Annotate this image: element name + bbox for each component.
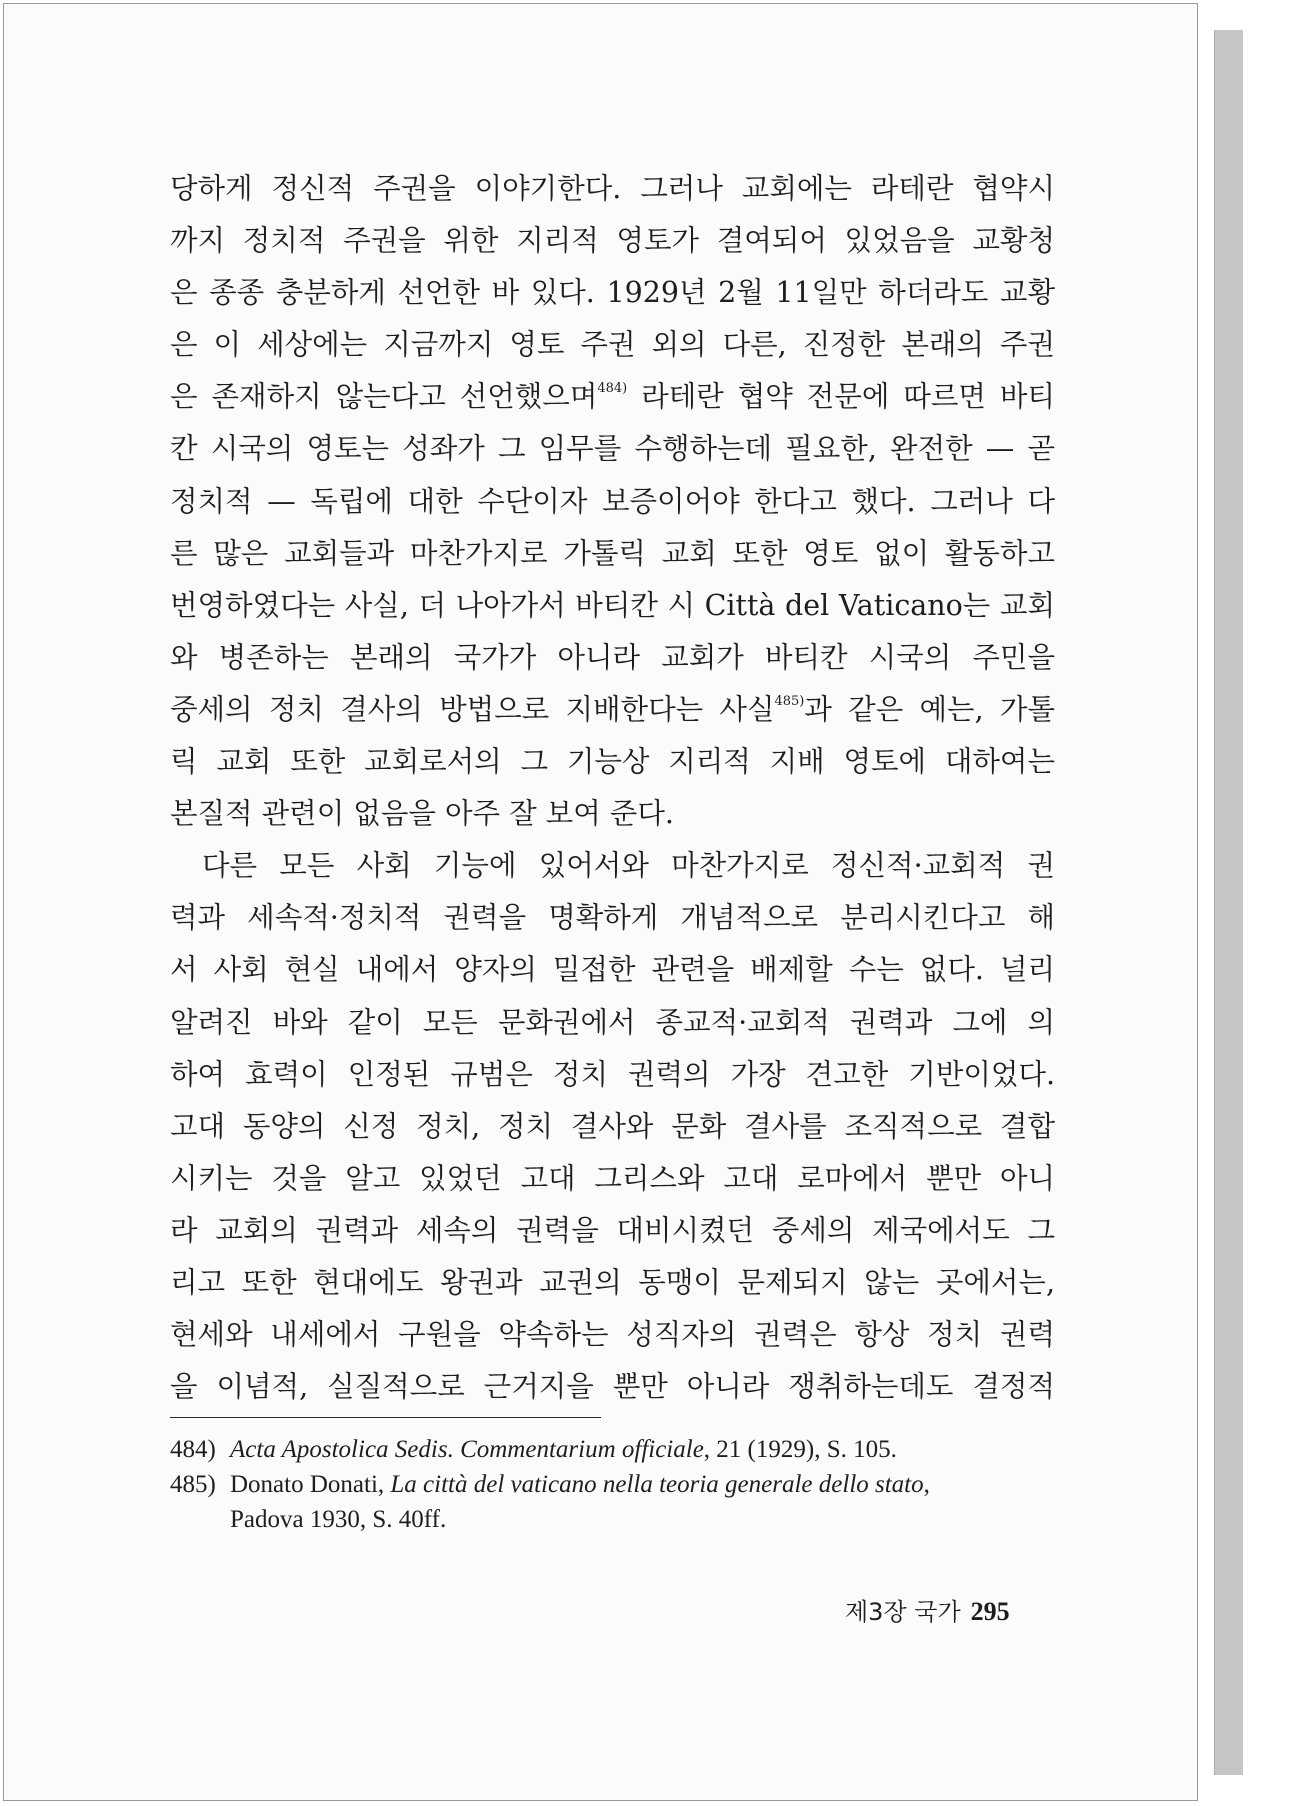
footnotes — [170, 1432, 1060, 1537]
page-number: 295 — [970, 1597, 1010, 1626]
text-fragment: 중세의 정치 결사의 방법으로 지배한다는 사실 — [170, 692, 775, 726]
footnote-title: Acta Apostolica Sedis. Commentarium officiale — [230, 1436, 704, 1463]
text-line: 알려진 바와 같이 모든 문화권에서 종교적·교회적 권력과 그에 의 — [170, 1005, 1055, 1039]
text-line: 은 이 세상에는 지금까지 영토 주권 외의 다른, 진정한 본래의 주권 — [170, 328, 1055, 362]
paragraph-start-line: 다른 모든 사회 기능에 있어서와 마찬가지로 정신적·교회적 권 — [202, 849, 1055, 883]
text-line: 른 많은 교회들과 마찬가지로 가톨릭 교회 또한 영토 없이 활동하고 — [170, 536, 1055, 570]
footnote-number: 485) — [170, 1471, 216, 1498]
footnote-citation: , 21 (1929), S. 105. — [703, 1436, 897, 1463]
footnote-485 — [170, 1467, 1060, 1502]
text-line: 본질적 관련이 없음을 아주 잘 보여 준다. — [170, 797, 674, 831]
footnote-citation: , — [923, 1471, 930, 1498]
footnote-title: La città del vaticano nella teoria generale dello stato — [390, 1471, 924, 1498]
footnote-number: 484) — [170, 1436, 216, 1463]
text-line: 까지 정치적 주권을 위한 지리적 영토가 결여되어 있었음을 교황청 — [170, 224, 1055, 258]
page-stack-edge — [1214, 30, 1243, 1775]
text-fragment: 은 존재하지 않는다고 선언했으며 — [170, 380, 598, 414]
text-line: 번영하였다는 사실, 더 나아가서 바티칸 시 Città del Vaticano는 교회 — [170, 588, 1055, 622]
text-line: 칸 시국의 영토는 성좌가 그 임무를 수행하는데 필요한, 완전한 — 곧 — [170, 432, 1055, 466]
running-footer — [845, 1592, 1010, 1627]
text-line: 와 병존하는 본래의 국가가 아니라 교회가 바티칸 시국의 주민을 — [170, 640, 1055, 674]
main-text — [170, 163, 1055, 1413]
text-line: 정치적 — 독립에 대한 수단이자 보증이어야 한다고 했다. 그러나 다 — [170, 484, 1055, 518]
text-line: 하여 효력이 인정된 규범은 정치 권력의 가장 견고한 기반이었다. — [170, 1057, 1055, 1091]
text-fragment: 과 같은 예는, 가톨 — [804, 692, 1055, 726]
text-line: 릭 교회 또한 교회로서의 그 기능상 지리적 지배 영토에 대하여는 — [170, 745, 1055, 779]
text-line: 력과 세속적·정치적 권력을 명확하게 개념적으로 분리시킨다고 해 — [170, 901, 1055, 935]
text-fragment: 라테란 협약 전문에 따르면 바티 — [627, 380, 1055, 414]
text-line: 을 이념적, 실질적으로 근거지을 뿐만 아니라 쟁취하는데도 결정적 — [170, 1370, 1055, 1404]
footnote-author: Donato Donati, — [230, 1471, 391, 1498]
footnote-ref-485: 485) — [774, 693, 805, 709]
text-line: 고대 동양의 신정 정치, 정치 결사와 문화 결사를 조직적으로 결합 — [170, 1109, 1055, 1143]
text-line — [170, 684, 1055, 736]
text-line — [170, 371, 1055, 423]
footnote-ref-484: 484) — [597, 381, 628, 397]
chapter-label: 제3장 국가 — [845, 1598, 961, 1626]
text-line: 시키는 것을 알고 있었던 고대 그리스와 고대 로마에서 뿐만 아니 — [170, 1161, 1055, 1195]
footnote-485-continuation: Padova 1930, S. 40ff. — [230, 1506, 447, 1533]
text-line: 당하게 정신적 주권을 이야기한다. 그러나 교회에는 라테란 협약시 — [170, 172, 1055, 205]
text-line: 라 교회의 권력과 세속의 권력을 대비시켰던 중세의 제국에서도 그 — [170, 1213, 1055, 1247]
text-line: 리고 또한 현대에도 왕권과 교권의 동맹이 문제되지 않는 곳에서는, — [170, 1265, 1055, 1299]
text-line: 은 종종 충분하게 선언한 바 있다. 1929년 2월 11일만 하더라도 교황 — [170, 276, 1055, 310]
footnote-separator — [170, 1417, 601, 1418]
footnote-484 — [170, 1432, 1060, 1467]
text-line: 서 사회 현실 내에서 양자의 밀접한 관련을 배제할 수는 없다. 널리 — [170, 953, 1055, 987]
text-line: 현세와 내세에서 구원을 약속하는 성직자의 권력은 항상 정치 권력 — [170, 1318, 1055, 1352]
